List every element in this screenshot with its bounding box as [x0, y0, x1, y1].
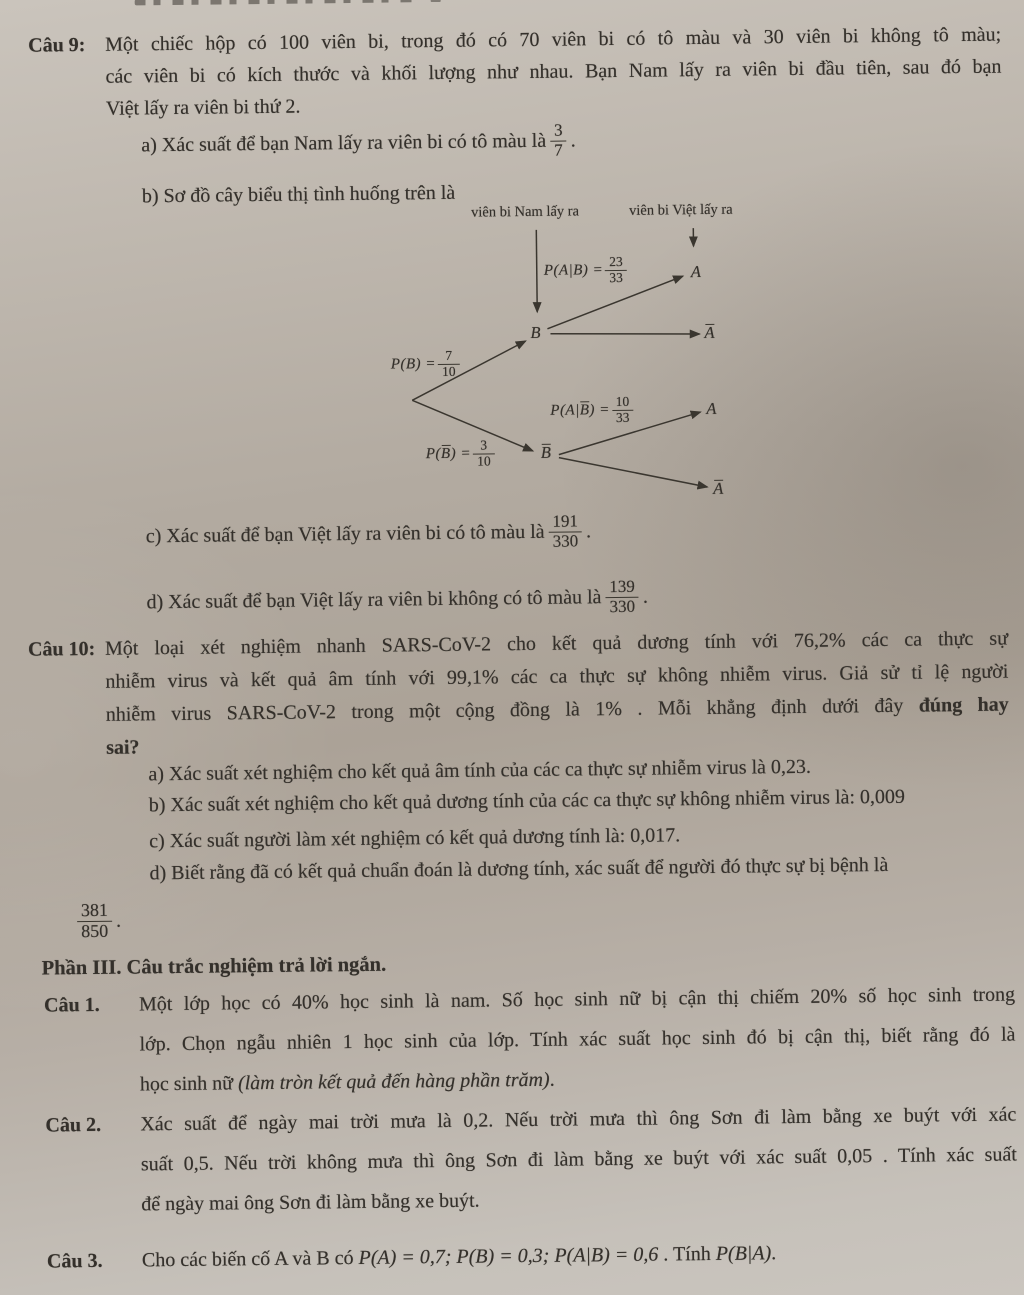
- q10-item-d: d) Biết rằng đã có kết quả chuẩn đoán là dương tính, xác suất để người đó thực sự bị bệnh là: [149, 853, 889, 884]
- tree-node-b-bar: B: [540, 442, 552, 462]
- q9-item-d-period: .: [642, 585, 649, 608]
- q2-line-1: Xác suất để ngày mai trời mưa là 0,2. Nếu trời mưa thì ông Sơn đi làm bằng xe buýt với xác: [140, 1103, 1017, 1136]
- question-1: [43, 975, 1016, 1105]
- q9-item-a-text: a) Xác suất để bạn Nam lấy ra viên bi có tô màu là: [141, 129, 547, 156]
- tree-node-a-bottom: A: [706, 398, 717, 418]
- tree-node-a-bar-bottom: A: [713, 478, 724, 498]
- question-10-label: Câu 10:: [27, 637, 96, 661]
- q9-item-a-period: .: [570, 128, 576, 151]
- q9-item-c-period: .: [585, 519, 592, 542]
- q10-line-1: Một loại xét nghiệm nhanh SARS-CoV-2 cho kết quả dương tính với 76,2% các ca thực sự: [104, 627, 1009, 660]
- fraction-191-330: $\frac{191}{330}$: [548, 513, 582, 551]
- q10-bold-tail: đúng hay: [918, 693, 1009, 717]
- q9-item-d: [146, 567, 648, 633]
- q1-italic-note: (làm tròn kết quả đến hàng phần trăm): [237, 1068, 550, 1095]
- q1-line-3: học sinh nữ (làm tròn kết quả đến hàng phần trăm).: [139, 1068, 555, 1096]
- q1-line-1: Một lớp học có 40% học sinh là nam. Số học sinh nữ bị cận thị chiếm 20% số học sinh trong: [138, 983, 1016, 1016]
- q10-item-b: b) Xác suất xét nghiệm cho kết quả dương tính của các ca thực sự không nhiễm virus là: 0,009: [148, 785, 906, 816]
- q9-item-c: [145, 501, 591, 566]
- fraction-10-33: $\frac{10}{33}$: [612, 395, 634, 425]
- tree-node-a-top: A: [690, 262, 701, 282]
- question-2: [45, 1095, 1017, 1225]
- q9-item-d-text: d) Xác suất để bạn Việt lấy ra viên bi không có tô màu là: [146, 585, 602, 613]
- q9-item-b-text: b) Sơ đồ cây biểu thị tình huống trên là: [141, 181, 456, 207]
- q3-math-given: P(A) = 0,7; P(B) = 0,3; P(A|B) = 0,6: [358, 1243, 659, 1269]
- q9-line-1: Một chiếc hộp có 100 viên bi, trong đó có 70 viên bi có tô màu và 30 viên bi không tô màu;: [105, 23, 1002, 56]
- probability-tree-diagram: [383, 197, 781, 515]
- q10-item-c: c) Xác suất người làm xét nghiệm có kết quả dương tính là: 0,017.: [149, 823, 681, 852]
- q10-line-3: nhiễm virus SARS-CoV-2 trong một cộng đồng là 1% . Mỗi khẳng định dưới đây đúng hay: [105, 693, 1009, 726]
- tree-label-pab: P(A|B) = $\frac{23}{33}$: [544, 255, 629, 286]
- tree-node-a-bar-top: A: [704, 322, 715, 342]
- question-2-label: Câu 2.: [45, 1113, 102, 1137]
- fraction-139-330: $\frac{139}{330}$: [605, 578, 639, 616]
- q2-line-2: suất 0,5. Nếu trời không mưa thì ông Sơn đi làm bằng xe buýt với xác suất 0,05 . Tính xác suất: [140, 1143, 1017, 1176]
- q9-item-c-text: c) Xác suất để bạn Việt lấy ra viên bi có tô màu là: [145, 520, 545, 547]
- q10-line-2: nhiễm virus và kết quả âm tính với 99,1% các ca thực sự không nhiễm virus. Giả sử tỉ lệ người: [105, 660, 1009, 693]
- question-1-label: Câu 1.: [43, 993, 100, 1017]
- q2-line-3: để ngày mai ông Sơn đi làm bằng xe buýt.: [141, 1189, 480, 1216]
- question-9-label: Câu 9:: [28, 33, 86, 57]
- q3-math-find: P(B|A): [715, 1242, 772, 1265]
- fraction-7-10: $\frac{7}{10}$: [438, 349, 460, 379]
- q10-item-d-period: .: [115, 909, 122, 932]
- q9-item-a: [141, 115, 576, 170]
- fraction-23-33: $\frac{23}{33}$: [605, 255, 627, 285]
- q10-item-a: a) Xác suất xét nghiệm cho kết quả âm tính của các ca thực sự nhiễm virus là 0,23.: [148, 755, 812, 785]
- fraction-3-10: $\frac{3}{10}$: [473, 438, 495, 468]
- tree-label-pabbar: P(A| B ) = $\frac{10}{33}$: [550, 395, 635, 426]
- tree-header-nam: viên bi Nam lấy ra: [471, 203, 580, 221]
- tree-label-pbbar: P( B ) = $\frac{3}{10}$: [426, 438, 497, 469]
- clipped-line-fragment-dot: [431, 0, 441, 2]
- fraction-381-850: $\frac{381}{850}$: [77, 901, 112, 941]
- part-3-heading: Phần III. Câu trắc nghiệm trả lời ngắn.: [41, 953, 387, 980]
- tree-header-viet: viên bi Việt lấy ra: [629, 201, 733, 219]
- question-10: [27, 623, 1009, 765]
- clipped-line-fragment: [135, 0, 413, 5]
- question-9: [28, 19, 1002, 125]
- q1-line-2: lớp. Chọn ngẫu nhiên 1 học sinh của lớp. Tính xác suất học sinh đó bị cận thị, biết rằng đó là: [139, 1023, 1016, 1056]
- q10-item-d-fraction-row: [73, 892, 122, 951]
- q10-bold-line: sai?: [106, 736, 140, 759]
- q3-line: Cho các biến cố A và B có P(A) = 0,7; P(B) = 0,3; P(A|B) = 0,6 . Tính P(B|A).: [141, 1242, 777, 1272]
- question-3: [46, 1236, 1022, 1274]
- question-3-label: Câu 3.: [46, 1249, 103, 1273]
- q9-line-2: các viên bi có kích thước và khối lượng như nhau. Bạn Nam lấy ra viên bi đầu tiên, sau đó bạn: [105, 55, 1002, 88]
- fraction-3-7: $\frac{3}{7}$: [550, 122, 567, 160]
- tree-node-b: B: [530, 322, 541, 342]
- q9-line-3: Việt lấy ra viên bi thứ 2.: [105, 95, 301, 120]
- tree-label-pb: P(B) = $\frac{7}{10}$: [391, 349, 462, 380]
